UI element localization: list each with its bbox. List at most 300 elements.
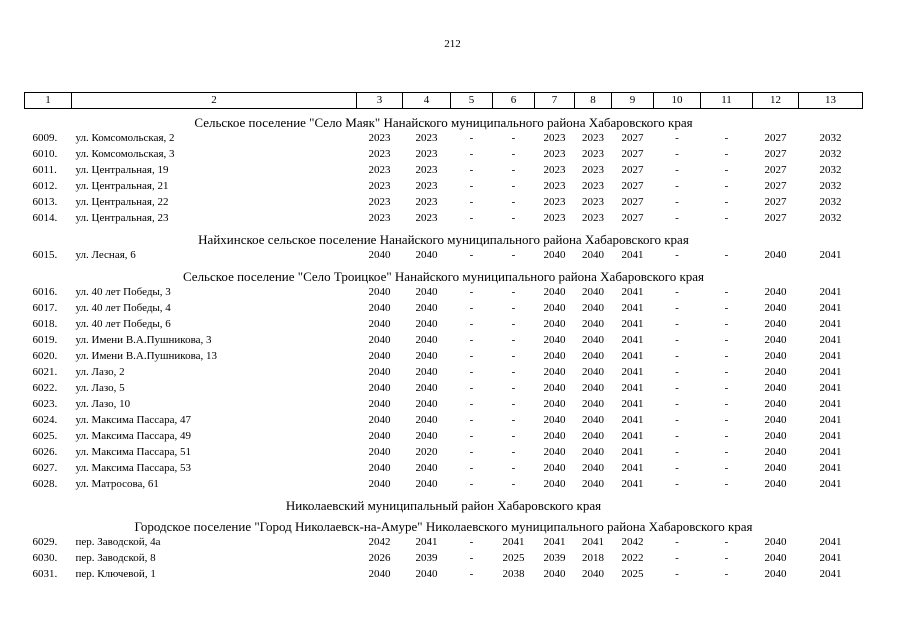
value-cell: 2023: [543, 179, 566, 192]
value-cell: 2040: [415, 333, 438, 346]
section-title: Городское поселение "Город Николаевск-на-Амуре" Николаевского муниципального района Хабаровского края: [134, 519, 753, 534]
value-cell: 2023: [368, 179, 391, 192]
value-cell: 2041: [819, 535, 842, 548]
row-number: 6013.: [32, 195, 58, 208]
row-number: 6027.: [32, 461, 58, 474]
section-row: [25, 263, 863, 284]
table-row: [25, 444, 863, 460]
value-cell: -: [675, 195, 679, 208]
value-cell: -: [675, 461, 679, 474]
address-cell: ул. Лазо, 10: [75, 397, 131, 410]
value-cell: -: [675, 248, 679, 261]
value-cell: 2041: [819, 333, 842, 346]
value-cell: 2032: [819, 179, 842, 192]
address-cell: ул. Комсомольская, 2: [75, 131, 175, 144]
value-cell: -: [724, 535, 729, 548]
header-cell: 5: [451, 93, 493, 109]
value-cell: -: [511, 285, 516, 298]
value-cell: 2041: [582, 535, 604, 548]
table-body: [25, 93, 863, 583]
section-title: Сельское поселение "Село Маяк" Нанайского муниципального района Хабаровского края: [194, 115, 693, 130]
value-cell: 2041: [621, 445, 644, 458]
row-number: 6020.: [32, 349, 58, 362]
section-title: Николаевский муниципальный район Хабаровского края: [285, 498, 602, 513]
value-cell: 2040: [764, 248, 787, 261]
address-cell: ул. Комсомольская, 3: [75, 147, 175, 160]
table-row: [25, 162, 863, 178]
value-cell: 2032: [819, 131, 842, 144]
value-cell: 2041: [819, 317, 842, 330]
value-cell: 2027: [764, 131, 787, 144]
value-cell: 2041: [621, 248, 644, 261]
value-cell: 2041: [415, 535, 438, 548]
value-cell: -: [511, 349, 516, 362]
address-cell: ул. 40 лет Победы, 4: [75, 301, 171, 314]
value-cell: -: [469, 317, 474, 330]
value-cell: 2040: [415, 349, 438, 362]
value-cell: 2040: [368, 381, 391, 394]
value-cell: 2027: [621, 147, 644, 160]
row-number: 6022.: [32, 381, 58, 394]
value-cell: 2041: [621, 365, 644, 378]
address-cell: ул. Центральная, 23: [75, 211, 169, 224]
value-cell: 2040: [368, 397, 391, 410]
value-cell: -: [675, 397, 679, 410]
row-number: 6010.: [32, 147, 58, 160]
table-row: [25, 460, 863, 476]
value-cell: -: [724, 445, 729, 458]
value-cell: 2032: [819, 195, 842, 208]
row-number: 6016.: [32, 285, 58, 298]
value-cell: -: [511, 179, 516, 192]
value-cell: -: [469, 365, 474, 378]
address-cell: пер. Заводской, 4а: [75, 535, 161, 548]
value-cell: 2041: [621, 461, 644, 474]
value-cell: 2040: [368, 477, 391, 490]
value-cell: 2041: [621, 349, 644, 362]
address-cell: ул. Максима Пассара, 53: [75, 461, 192, 474]
value-cell: 2040: [543, 413, 566, 426]
value-cell: -: [724, 477, 729, 490]
header-cell: 9: [612, 93, 654, 109]
row-number: 6015.: [32, 248, 58, 261]
value-cell: 2025: [502, 551, 525, 564]
table-row: [25, 476, 863, 492]
value-cell: 2040: [764, 381, 787, 394]
value-cell: 2040: [368, 248, 391, 261]
value-cell: -: [511, 397, 516, 410]
value-cell: 2023: [543, 147, 566, 160]
value-cell: -: [469, 131, 474, 144]
header-cell: 8: [575, 93, 612, 109]
value-cell: 2040: [582, 285, 604, 298]
row-number: 6021.: [32, 365, 58, 378]
value-cell: 2040: [582, 567, 604, 580]
row-number: 6009.: [32, 131, 58, 144]
value-cell: 2040: [764, 365, 787, 378]
value-cell: -: [469, 551, 474, 564]
value-cell: 2040: [582, 477, 604, 490]
value-cell: 2041: [621, 429, 644, 442]
value-cell: 2041: [819, 477, 842, 490]
value-cell: 2040: [582, 349, 604, 362]
value-cell: 2041: [621, 317, 644, 330]
value-cell: -: [675, 567, 679, 580]
value-cell: -: [675, 301, 679, 314]
value-cell: 2040: [415, 429, 438, 442]
value-cell: 2040: [368, 333, 391, 346]
value-cell: -: [675, 147, 679, 160]
value-cell: 2041: [819, 248, 842, 261]
value-cell: -: [675, 349, 679, 362]
value-cell: 2041: [819, 301, 842, 314]
value-cell: -: [675, 131, 679, 144]
value-cell: -: [724, 461, 729, 474]
value-cell: 2023: [582, 163, 604, 176]
row-number: 6011.: [32, 163, 57, 176]
value-cell: 2040: [543, 248, 566, 261]
table-row: [25, 316, 863, 332]
value-cell: 2040: [582, 461, 604, 474]
row-number: 6026.: [32, 445, 58, 458]
value-cell: 2027: [621, 163, 644, 176]
value-cell: 2041: [621, 477, 644, 490]
value-cell: 2040: [582, 429, 604, 442]
value-cell: 2041: [621, 285, 644, 298]
value-cell: -: [724, 211, 729, 224]
value-cell: 2040: [368, 413, 391, 426]
row-number: 6029.: [32, 535, 58, 548]
section-row: [25, 513, 863, 534]
value-cell: 2023: [368, 131, 391, 144]
value-cell: 2040: [415, 248, 438, 261]
value-cell: -: [675, 317, 679, 330]
value-cell: 2040: [368, 365, 391, 378]
value-cell: 2040: [415, 365, 438, 378]
value-cell: 2023: [368, 147, 391, 160]
value-cell: -: [469, 397, 474, 410]
table-row: [25, 130, 863, 146]
value-cell: -: [724, 147, 729, 160]
row-number: 6030.: [32, 551, 58, 564]
value-cell: 2040: [415, 461, 438, 474]
value-cell: 2040: [368, 445, 391, 458]
value-cell: 2023: [543, 163, 566, 176]
section-row: [25, 492, 863, 513]
address-cell: ул. Центральная, 22: [75, 195, 169, 208]
value-cell: -: [675, 285, 679, 298]
value-cell: -: [511, 333, 516, 346]
value-cell: 2040: [543, 317, 566, 330]
value-cell: 2027: [621, 195, 644, 208]
value-cell: -: [469, 349, 474, 362]
value-cell: 2040: [543, 365, 566, 378]
header-cell: 2: [72, 93, 357, 109]
value-cell: 2040: [543, 567, 566, 580]
value-cell: 2027: [764, 163, 787, 176]
value-cell: 2040: [415, 285, 438, 298]
table-row: [25, 348, 863, 364]
value-cell: 2023: [582, 195, 604, 208]
value-cell: 2023: [582, 131, 604, 144]
value-cell: 2040: [764, 333, 787, 346]
value-cell: -: [675, 381, 679, 394]
value-cell: 2040: [415, 381, 438, 394]
value-cell: -: [724, 429, 729, 442]
value-cell: -: [469, 211, 474, 224]
address-cell: ул. 40 лет Победы, 6: [75, 317, 171, 330]
table-row: [25, 534, 863, 550]
value-cell: 2040: [764, 551, 787, 564]
value-cell: 2040: [415, 301, 438, 314]
value-cell: 2042: [621, 535, 644, 548]
value-cell: 2038: [502, 567, 525, 580]
value-cell: 2040: [582, 397, 604, 410]
header-cell: 7: [535, 93, 575, 109]
value-cell: 2040: [582, 445, 604, 458]
header-cell: 12: [753, 93, 799, 109]
value-cell: 2040: [368, 301, 391, 314]
value-cell: -: [469, 301, 474, 314]
value-cell: 2040: [368, 567, 391, 580]
address-cell: ул. Матросова, 61: [75, 477, 159, 490]
value-cell: -: [511, 365, 516, 378]
value-cell: -: [469, 461, 474, 474]
value-cell: -: [511, 461, 516, 474]
value-cell: 2026: [368, 551, 391, 564]
value-cell: 2023: [415, 179, 438, 192]
value-cell: -: [469, 567, 474, 580]
address-cell: ул. Лазо, 5: [75, 381, 125, 394]
value-cell: -: [469, 445, 474, 458]
value-cell: 2023: [368, 195, 391, 208]
address-cell: ул. Лазо, 2: [75, 365, 125, 378]
page-number: 212: [444, 38, 461, 50]
value-cell: 2023: [415, 195, 438, 208]
value-cell: 2040: [764, 535, 787, 548]
register-table: [24, 92, 863, 582]
value-cell: 2040: [764, 397, 787, 410]
value-cell: -: [511, 381, 516, 394]
value-cell: 2042: [368, 535, 391, 548]
value-cell: 2040: [764, 413, 787, 426]
header-cell: 6: [493, 93, 535, 109]
value-cell: 2040: [764, 429, 787, 442]
value-cell: 2023: [543, 211, 566, 224]
value-cell: 2040: [543, 285, 566, 298]
value-cell: -: [724, 317, 729, 330]
value-cell: -: [469, 147, 474, 160]
table-row: [25, 146, 863, 162]
value-cell: 2040: [543, 461, 566, 474]
value-cell: -: [511, 211, 516, 224]
value-cell: -: [511, 477, 516, 490]
value-cell: -: [511, 147, 516, 160]
address-cell: ул. Максима Пассара, 47: [75, 413, 192, 426]
value-cell: -: [724, 333, 729, 346]
value-cell: 2040: [543, 381, 566, 394]
table-row: [25, 284, 863, 300]
value-cell: 2040: [764, 285, 787, 298]
value-cell: 2041: [502, 535, 525, 548]
value-cell: 2040: [368, 317, 391, 330]
value-cell: 2032: [819, 211, 842, 224]
value-cell: -: [469, 195, 474, 208]
value-cell: -: [724, 163, 729, 176]
row-number: 6017.: [32, 301, 58, 314]
row-number: 6031.: [32, 567, 58, 580]
address-cell: ул. Центральная, 21: [75, 179, 169, 192]
value-cell: -: [675, 429, 679, 442]
value-cell: 2040: [582, 317, 604, 330]
value-cell: -: [724, 567, 729, 580]
address-cell: ул. Имени В.А.Пушникова, 13: [75, 349, 218, 362]
table-row: [25, 332, 863, 348]
value-cell: -: [511, 131, 516, 144]
value-cell: -: [675, 365, 679, 378]
value-cell: 2022: [621, 551, 644, 564]
value-cell: 2040: [543, 349, 566, 362]
value-cell: 2023: [368, 163, 391, 176]
value-cell: 2041: [621, 301, 644, 314]
value-cell: 2041: [543, 535, 566, 548]
value-cell: 2040: [582, 365, 604, 378]
value-cell: -: [724, 285, 729, 298]
address-cell: пер. Ключевой, 1: [75, 567, 156, 580]
address-cell: ул. Максима Пассара, 49: [75, 429, 192, 442]
value-cell: 2040: [543, 333, 566, 346]
table-row: [25, 566, 863, 582]
value-cell: 2040: [543, 445, 566, 458]
value-cell: 2040: [368, 429, 391, 442]
value-cell: 2040: [764, 477, 787, 490]
value-cell: -: [724, 349, 729, 362]
value-cell: 2040: [582, 413, 604, 426]
value-cell: -: [511, 195, 516, 208]
value-cell: 2027: [764, 211, 787, 224]
value-cell: 2027: [764, 179, 787, 192]
row-number: 6024.: [32, 413, 58, 426]
header-cell: 4: [403, 93, 451, 109]
value-cell: -: [469, 477, 474, 490]
value-cell: 2040: [543, 429, 566, 442]
value-cell: -: [724, 397, 729, 410]
header-cell: 3: [357, 93, 403, 109]
value-cell: -: [724, 551, 729, 564]
table-row: [25, 247, 863, 263]
value-cell: 2023: [415, 211, 438, 224]
table-row: [25, 428, 863, 444]
row-number: 6012.: [32, 179, 58, 192]
value-cell: 2041: [819, 397, 842, 410]
value-cell: 2027: [621, 179, 644, 192]
section-title: Сельское поселение "Село Троицкое" Нанайского муниципального района Хабаровского края: [182, 269, 705, 284]
value-cell: 2040: [543, 477, 566, 490]
value-cell: -: [724, 413, 729, 426]
value-cell: 2023: [582, 147, 604, 160]
table-row: [25, 194, 863, 210]
table-row: [25, 380, 863, 396]
value-cell: -: [511, 429, 516, 442]
value-cell: 2040: [764, 461, 787, 474]
table-row: [25, 300, 863, 316]
value-cell: -: [675, 445, 679, 458]
value-cell: 2020: [415, 445, 438, 458]
row-number: 6023.: [32, 397, 58, 410]
value-cell: -: [469, 333, 474, 346]
value-cell: -: [511, 301, 516, 314]
address-cell: ул. Максима Пассара, 51: [75, 445, 192, 458]
value-cell: 2041: [621, 381, 644, 394]
value-cell: -: [511, 445, 516, 458]
row-number: 6025.: [32, 429, 58, 442]
value-cell: -: [675, 333, 679, 346]
header-cell: 1: [25, 93, 72, 109]
header-cell: 11: [701, 93, 753, 109]
value-cell: -: [675, 163, 679, 176]
value-cell: 2027: [621, 131, 644, 144]
value-cell: -: [469, 179, 474, 192]
value-cell: -: [469, 285, 474, 298]
value-cell: -: [675, 477, 679, 490]
address-cell: ул. 40 лет Победы, 3: [75, 285, 171, 298]
row-number: 6018.: [32, 317, 58, 330]
value-cell: 2023: [543, 195, 566, 208]
value-cell: 2041: [819, 413, 842, 426]
header-cell: 10: [654, 93, 701, 109]
value-cell: -: [675, 211, 679, 224]
value-cell: 2041: [621, 397, 644, 410]
value-cell: -: [469, 413, 474, 426]
value-cell: 2041: [621, 333, 644, 346]
address-cell: ул. Центральная, 19: [75, 163, 169, 176]
value-cell: 2041: [819, 551, 842, 564]
value-cell: 2041: [819, 429, 842, 442]
value-cell: -: [511, 413, 516, 426]
value-cell: 2023: [368, 211, 391, 224]
value-cell: -: [724, 301, 729, 314]
value-cell: 2041: [819, 461, 842, 474]
table-row: [25, 178, 863, 194]
value-cell: 2040: [764, 445, 787, 458]
value-cell: 2040: [368, 349, 391, 362]
value-cell: 2040: [415, 397, 438, 410]
value-cell: 2040: [582, 301, 604, 314]
value-cell: 2040: [764, 349, 787, 362]
row-number: 6014.: [32, 211, 58, 224]
section-title: Найхинское сельское поселение Нанайского муниципального района Хабаровского края: [198, 232, 689, 247]
value-cell: -: [511, 317, 516, 330]
value-cell: 2040: [582, 248, 604, 261]
value-cell: 2040: [415, 413, 438, 426]
value-cell: -: [675, 551, 679, 564]
table-row: [25, 210, 863, 226]
value-cell: 2018: [582, 551, 604, 564]
value-cell: 2039: [543, 551, 566, 564]
value-cell: 2023: [582, 179, 604, 192]
row-number: 6019.: [32, 333, 58, 346]
table-row: [25, 412, 863, 428]
value-cell: -: [675, 179, 679, 192]
value-cell: -: [511, 248, 516, 261]
value-cell: -: [724, 381, 729, 394]
value-cell: 2023: [415, 147, 438, 160]
header-row: [25, 93, 863, 109]
value-cell: 2041: [819, 445, 842, 458]
value-cell: 2040: [415, 567, 438, 580]
value-cell: 2023: [543, 131, 566, 144]
value-cell: 2041: [819, 381, 842, 394]
